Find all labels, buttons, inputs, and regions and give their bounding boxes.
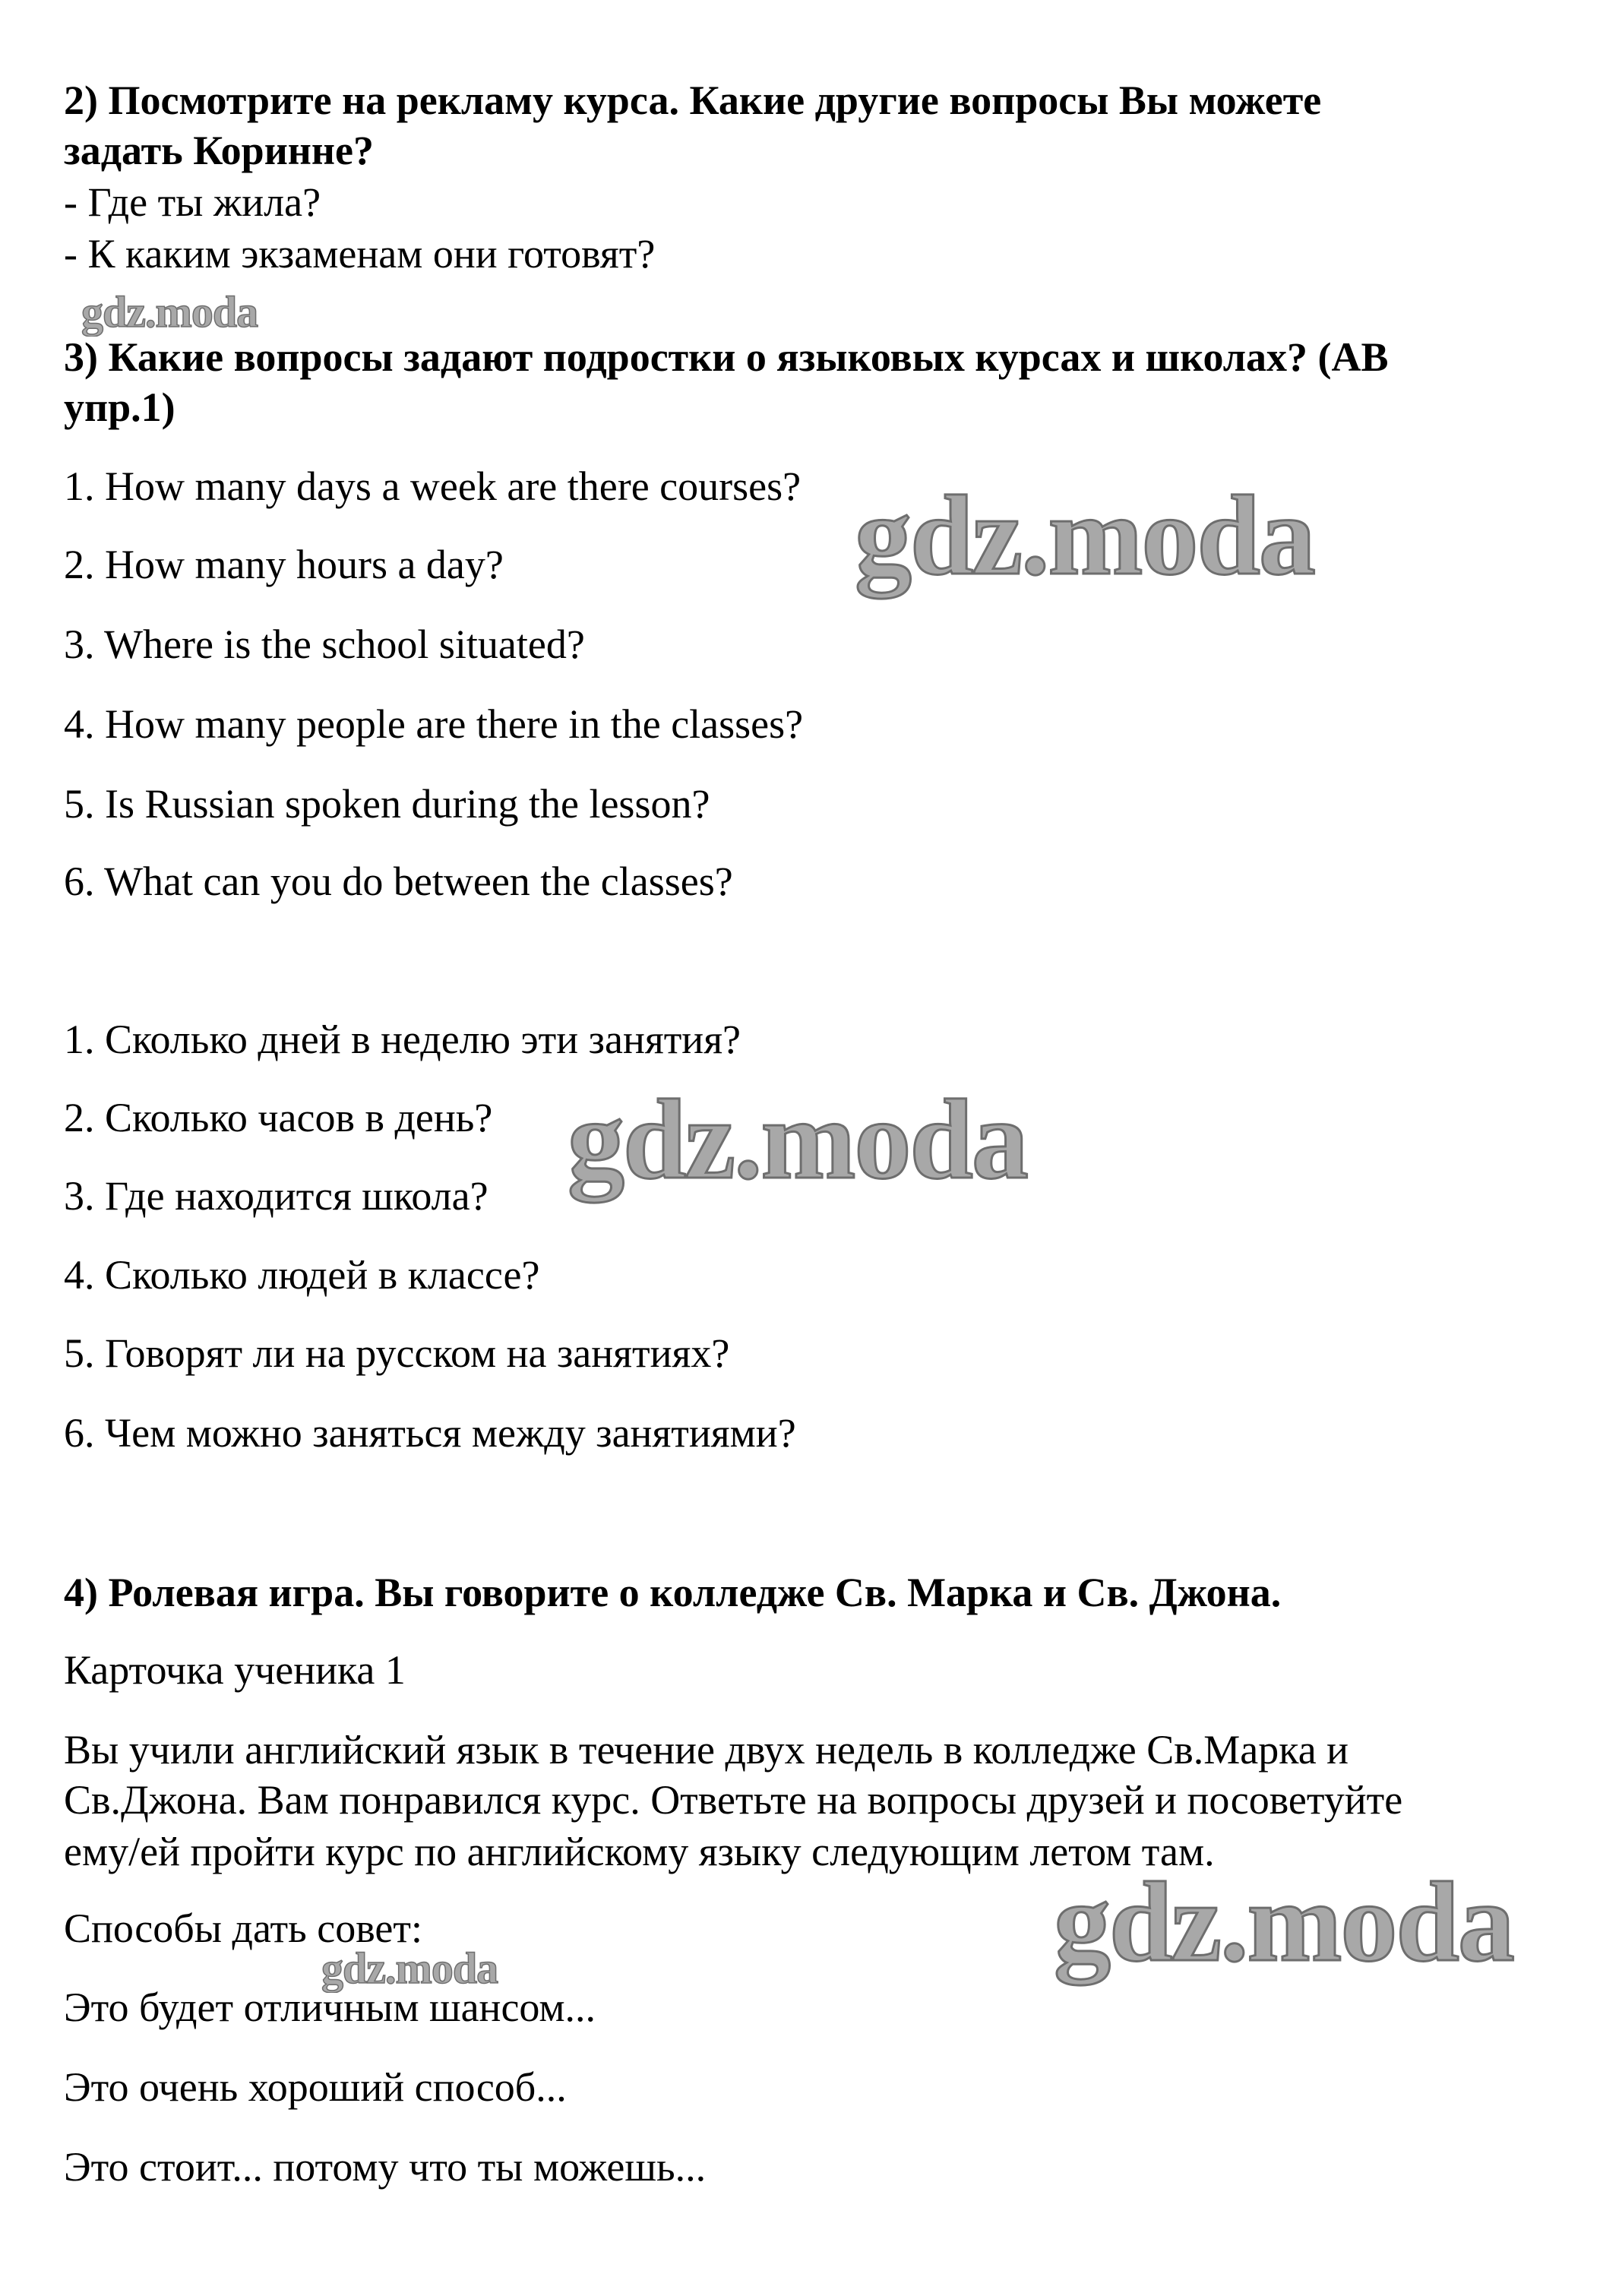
russian-question: 1. Сколько дней в неделю эти занятия? <box>64 1017 741 1062</box>
russian-question: 2. Сколько часов в день? <box>64 1095 493 1140</box>
watermark: gdz.moda <box>81 287 258 337</box>
watermark: gdz.moda <box>1054 1859 1513 1985</box>
advice-item: Это будет отличным шансом... <box>64 1984 596 2030</box>
english-question: 1. How many days a week are there courses? <box>64 463 802 509</box>
section-3-heading: 3) Какие вопросы задают подростки о языковых курсах и школах? (АВ <box>64 334 1389 380</box>
advice-item: Это очень хороший способ... <box>64 2064 567 2110</box>
section-3-heading-cont: упр.1) <box>64 384 175 430</box>
section-2-heading-cont: задать Коринне? <box>64 128 375 173</box>
paragraph-line: Св.Джона. Вам понравился курс. Ответьте на вопросы друзей и посоветуйте <box>64 1777 1403 1823</box>
watermark: gdz.moda <box>321 1943 498 1993</box>
paragraph-line: ему/ей пройти курс по английскому языку следующим летом там. <box>64 1829 1215 1874</box>
russian-question: 5. Говорят ли на русском на занятиях? <box>64 1330 730 1376</box>
advice-title: Способы дать совет: <box>64 1905 422 1951</box>
paragraph-line: Вы учили английский язык в течение двух недель в колледже Св.Марка и <box>64 1727 1349 1773</box>
english-question: 5. Is Russian spoken during the lesson? <box>64 781 710 827</box>
english-question: 3. Where is the school situated? <box>64 621 585 667</box>
russian-question: 3. Где находится школа? <box>64 1173 488 1219</box>
card-title: Карточка ученика 1 <box>64 1647 406 1693</box>
advice-item: Это стоит... потому что ты можешь... <box>64 2144 707 2190</box>
english-question: 6. What can you do between the classes? <box>64 859 733 904</box>
russian-question: 6. Чем можно заняться между занятиями? <box>64 1410 796 1456</box>
english-question: 4. How many people are there in the classes? <box>64 701 804 747</box>
russian-question: 4. Сколько людей в классе? <box>64 1252 540 1298</box>
list-item: - К каким экзаменам они готовят? <box>64 231 656 277</box>
watermark: gdz.moda <box>855 473 1314 599</box>
section-4-heading: 4) Ролевая игра. Вы говорите о колледже Св. Марка и Св. Джона. <box>64 1570 1282 1615</box>
list-item: - Где ты жила? <box>64 179 321 225</box>
section-2-heading: 2) Посмотрите на рекламу курса. Какие другие вопросы Вы можете <box>64 77 1322 123</box>
watermark: gdz.moda <box>568 1077 1027 1203</box>
english-question: 2. How many hours a day? <box>64 542 504 587</box>
